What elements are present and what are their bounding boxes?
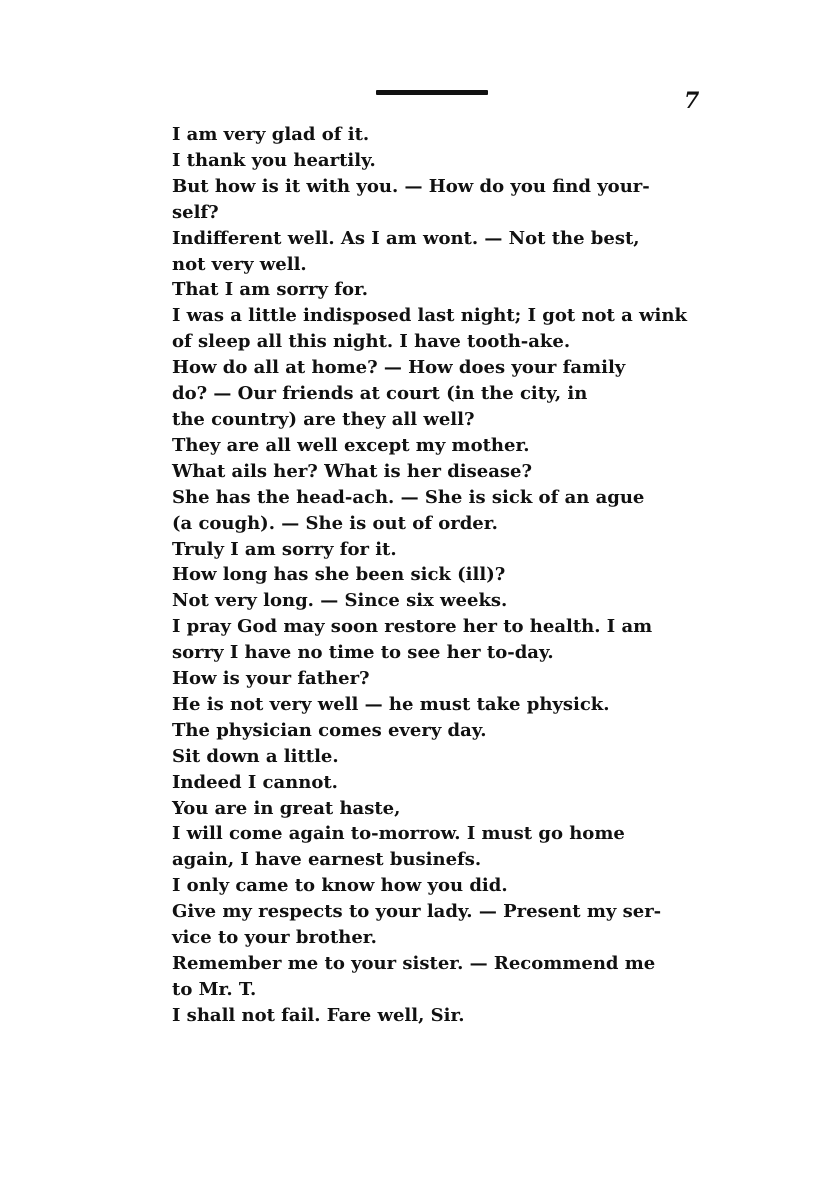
text-line: Indeed I cannot. — [172, 771, 338, 793]
text-line: They are all well except my mother. — [172, 434, 530, 456]
text-line: self? — [172, 201, 219, 223]
dialogue-entry — [172, 1003, 712, 1029]
dialogue-entry — [172, 614, 712, 666]
text-line: again, I have earnest businefs. — [172, 849, 482, 871]
dialogue-entry — [172, 821, 712, 873]
dialogue-entry — [172, 796, 712, 822]
text-line: I thank you heartily. — [172, 149, 376, 171]
text-line: Not very long. — Since six weeks. — [172, 590, 508, 612]
dialogue-entry — [172, 148, 712, 174]
text-line: sorry I have no time to see her to-day. — [172, 642, 554, 664]
dialogue-entry — [172, 770, 712, 796]
text-line: I pray God may soon restore her to health. I am — [172, 616, 653, 638]
text-line: But how is it with you. — How do you find your- — [172, 175, 650, 197]
dialogue-entry — [172, 692, 712, 718]
dialogue-entry — [172, 951, 712, 1003]
text-line: Sit down a little. — [172, 745, 339, 767]
text-line: the country) are they all well? — [172, 408, 475, 430]
header-rule — [376, 90, 488, 95]
dialogue-entry — [172, 226, 712, 278]
dialogue-entry — [172, 899, 712, 951]
text-line: to Mr. T. — [172, 978, 257, 1000]
text-line: How is your father? — [172, 668, 370, 690]
text-line: How long has she been sick (ill)? — [172, 564, 506, 586]
text-line: I am very glad of it. — [172, 124, 370, 145]
text-line: Indifferent well. As I am wont. — Not the best, — [172, 227, 640, 249]
text-line: (a cough). — She is out of order. — [172, 512, 498, 534]
dialogue-entry — [172, 718, 712, 744]
text-line: The physician comes every day. — [172, 719, 487, 741]
text-line: That I am sorry for. — [172, 279, 369, 301]
text-line: do? — Our friends at court (in the city, in — [172, 383, 588, 405]
text-line: I was a little indisposed last night; I got not a wink — [172, 305, 687, 327]
text-line: I only came to know how you did. — [172, 875, 508, 897]
dialogue-entry — [172, 666, 712, 692]
dialogue-text-block — [172, 122, 712, 1029]
page-number: 7 — [684, 88, 700, 114]
dialogue-entry — [172, 744, 712, 770]
text-line: How do all at home? — How does your family — [172, 357, 626, 379]
dialogue-entry — [172, 303, 712, 355]
dialogue-entry — [172, 562, 712, 588]
text-line: vice to your brother. — [172, 927, 377, 949]
dialogue-entry — [172, 537, 712, 563]
text-line: Give my respects to your lady. — Present my ser- — [172, 901, 662, 923]
dialogue-entry — [172, 873, 712, 899]
dialogue-entry — [172, 277, 712, 303]
text-line: What ails her? What is her disease? — [172, 460, 532, 482]
dialogue-entry — [172, 355, 712, 433]
dialogue-entry — [172, 485, 712, 537]
text-line: She has the head-ach. — She is sick of an ague — [172, 486, 645, 508]
text-line: Remember me to your sister. — Recommend me — [172, 953, 656, 974]
dialogue-entry — [172, 433, 712, 459]
text-line: You are in great haste, — [172, 797, 401, 819]
text-line: of sleep all this night. I have tooth-ake. — [172, 331, 571, 353]
text-line: I shall not fail. Fare well, Sir. — [172, 1004, 465, 1026]
text-line: He is not very well — he must take physick. — [172, 693, 610, 715]
dialogue-entry — [172, 588, 712, 614]
dialogue-entry — [172, 122, 712, 148]
text-line: I will come again to-morrow. I must go home — [172, 823, 625, 845]
text-line: Truly I am sorry for it. — [172, 538, 397, 560]
dialogue-entry — [172, 174, 712, 226]
dialogue-entry — [172, 459, 712, 485]
text-line: not very well. — [172, 253, 307, 275]
